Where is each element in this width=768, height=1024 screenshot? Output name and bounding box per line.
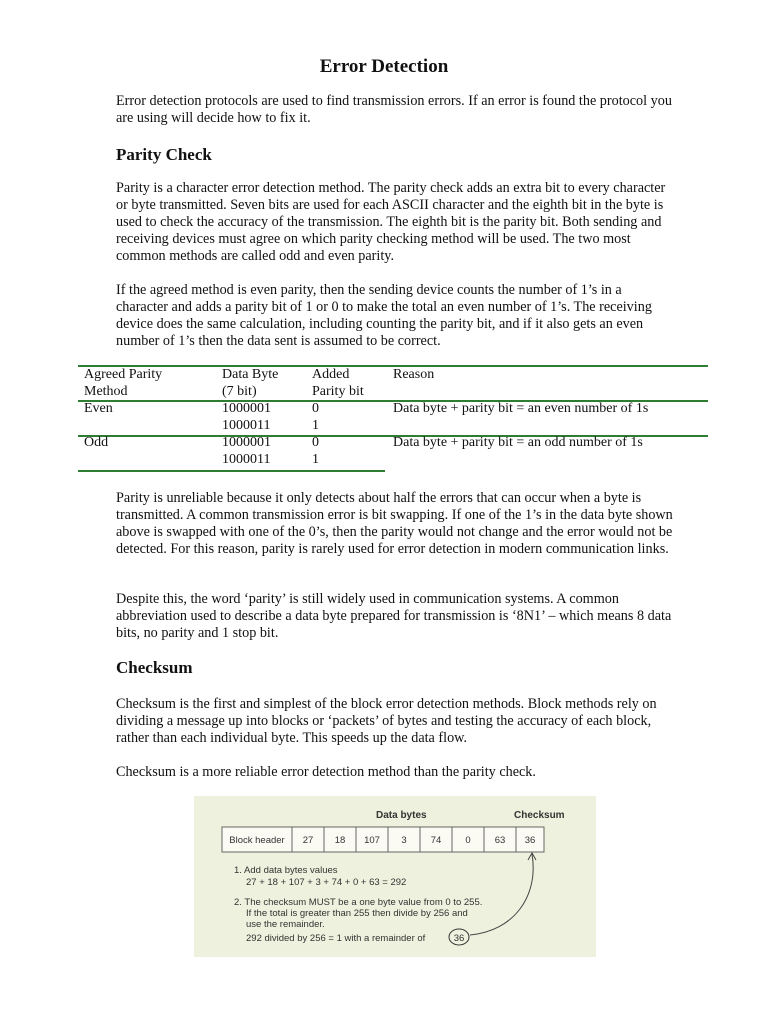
table-rule-bottom xyxy=(78,470,385,472)
step2-line3: use the remainder. xyxy=(246,919,325,930)
header-byte-line2: (7 bit) xyxy=(222,384,257,399)
header-data-byte xyxy=(216,366,306,400)
checksum-heading: Checksum xyxy=(116,658,193,677)
arrow-to-checksum xyxy=(470,854,533,935)
cell-byte: 1000011 xyxy=(222,452,271,467)
table-row xyxy=(78,451,708,468)
table-row xyxy=(78,400,708,417)
cell-bit: 0 xyxy=(312,435,319,450)
cell-byte: 1000001 xyxy=(222,435,271,450)
byte-cells xyxy=(292,827,516,852)
remainder-value: 36 xyxy=(453,933,465,944)
checksum-paragraph-1: Checksum is the first and simplest of the block error detection methods. Block methods rely on dividing a message up into blocks or ‘packets’ of bytes and testing the accuracy of each block, rather than each individual byte. This speeds up the data flow. xyxy=(116,696,657,746)
step2-line4: 292 divided by 256 = 1 with a remainder of xyxy=(246,933,426,944)
cell-bit: 0 xyxy=(312,401,319,416)
header-reason-line1: Reason xyxy=(393,367,435,382)
cell-reason: Data byte + parity bit = an even number of 1s xyxy=(393,401,649,416)
parity-paragraph-4: Despite this, the word ‘parity’ is still widely used in communication systems. A common abbreviation used to describe a data byte prepared for transmission is ‘8N1’ – which means 8 data bits, no parity and 1 stop bit. xyxy=(116,591,672,641)
cell-reason xyxy=(387,417,708,434)
parity-paragraph-2: If the agreed method is even parity, then the sending device counts the number of 1’s in a character and adds a parity bit of 1 or 0 to make the total an even number of 1’s. The receiving device does the same calculation, including counting the parity bit, and if it also gets an even number of 1’s then the data sent is assumed to be correct. xyxy=(116,282,652,349)
header-method xyxy=(78,366,216,400)
data-byte-value: 74 xyxy=(430,835,442,846)
data-byte-value: 107 xyxy=(364,835,380,846)
cell-method xyxy=(78,451,216,468)
byte-row xyxy=(222,827,544,852)
intro-paragraph: Error detection protocols are used to find transmission errors. If an error is found the protocol you are using will decide how to fix it. xyxy=(116,93,672,126)
checksum-value: 36 xyxy=(524,835,536,846)
cell-reason xyxy=(387,451,708,468)
header-reason xyxy=(387,366,708,400)
cell-method xyxy=(78,417,216,434)
page-title: Error Detection xyxy=(319,56,449,77)
parity-check-heading: Parity Check xyxy=(116,145,212,164)
checksum-paragraph-2: Checksum is a more reliable error detection method than the parity check. xyxy=(116,764,536,780)
header-byte-line1: Data Byte xyxy=(222,367,279,382)
checksum-label: Checksum xyxy=(514,810,565,821)
data-byte-value: 0 xyxy=(465,835,471,846)
cell-method: Even xyxy=(84,401,113,416)
step1-formula: 27 + 18 + 107 + 3 + 74 + 0 + 63 = 292 xyxy=(246,877,407,888)
checksum-figure xyxy=(194,796,596,957)
table-row xyxy=(78,417,708,434)
cell-reason: Data byte + parity bit = an odd number of 1s xyxy=(393,435,643,450)
data-byte-value: 3 xyxy=(401,835,407,846)
header-method-line1: Agreed Parity xyxy=(84,367,163,382)
step2-line2: If the total is greater than 255 then divide by 256 and xyxy=(246,908,468,919)
parity-paragraph-1: Parity is a character error detection method. The parity check adds an extra bit to every character or byte transmitted. Seven bits are used for each ASCII character and the eighth bit in the byte is used to check the accuracy of the transmission. The eighth bit is the parity bit. Both sending and receiving devices must agree on which parity checking method will be used. The two most common methods are called odd and even parity. xyxy=(116,180,666,264)
header-bit-line1: Added xyxy=(312,367,350,382)
parity-paragraph-3: Parity is unreliable because it only detects about half the errors that can occur when a byte is transmitted. A common transmission error is bit swapping. If one of the 1’s in the data byte shown above is swapped with one of the 0’s, then the parity would not change and the error would not be detected. For this reason, parity is rarely used for error detection in modern communication links. xyxy=(116,490,673,557)
header-parity-bit xyxy=(306,366,387,400)
data-byte-value: 27 xyxy=(302,835,314,846)
checksum-diagram xyxy=(194,796,596,957)
data-bytes-label: Data bytes xyxy=(376,810,427,821)
step2-title: 2. The checksum MUST be a one byte value from 0 to 255. xyxy=(234,897,483,908)
cell-method: Odd xyxy=(84,435,109,450)
header-method-line2: Method xyxy=(84,384,128,399)
step1-title: 1. Add data bytes values xyxy=(234,865,338,876)
parity-table xyxy=(78,366,708,468)
cell-byte: 1000011 xyxy=(222,418,271,433)
table-header-row xyxy=(78,366,708,400)
data-byte-value: 63 xyxy=(494,835,506,846)
cell-byte: 1000001 xyxy=(222,401,271,416)
header-bit-line2: Parity bit xyxy=(312,384,364,399)
table-row xyxy=(78,434,708,451)
block-header-text: Block header xyxy=(229,835,285,846)
data-byte-value: 18 xyxy=(334,835,346,846)
cell-bit: 1 xyxy=(312,452,319,467)
cell-bit: 1 xyxy=(312,418,319,433)
